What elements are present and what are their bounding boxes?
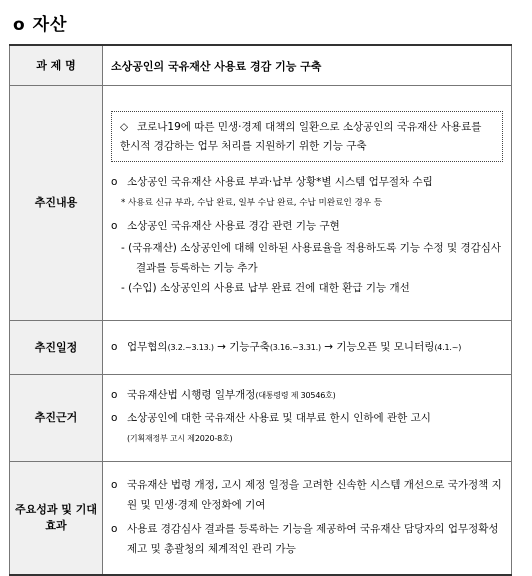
basis-item-2-ref: (기획재정부 고시 제2020-8호) bbox=[127, 434, 233, 443]
bullet-icon: o bbox=[111, 479, 118, 491]
basis-item-1 bbox=[111, 385, 503, 406]
result-item-1-text: 국유재산 법령 개정, 고시 제정 일정을 고려한 신속한 시스템 개선으로 국가정책 지원 및 민생·경제 안정화에 기여 bbox=[127, 479, 502, 511]
bullet-icon: o bbox=[111, 523, 118, 535]
result-cell bbox=[103, 462, 512, 576]
row-schedule bbox=[10, 321, 512, 375]
summary-text: 코로나19에 따른 민생·경제 대책의 일환으로 소상공인의 국유재산 사용료를 한시적 경감하는 업무 처리를 지원하기 위한 기능 구축 bbox=[120, 120, 482, 152]
content-item-1-text: 소상공인 국유재산 사용료 부과·납부 상황*별 시스템 업무절차 수립 bbox=[127, 175, 433, 188]
schedule-line bbox=[111, 337, 503, 358]
label-schedule: 추진일정 bbox=[10, 321, 103, 375]
result-item-2-text: 사용료 경감심사 결과를 등록하는 기능을 제공하여 국유재산 담당자의 업무정확성 제고 및 총괄청의 체계적인 관리 가능 bbox=[127, 523, 499, 555]
content-note: * 사용료 신규 부과, 수납 완료, 일부 수납 완료, 수납 미완료인 경우 등 bbox=[121, 197, 383, 208]
label-content: 추진내용 bbox=[10, 86, 103, 321]
schedule-step-1: 업무협의 bbox=[127, 341, 168, 353]
label-project-name: 과 제 명 bbox=[10, 45, 103, 86]
schedule-step-3: 기능오픈 및 모니터링 bbox=[336, 341, 435, 353]
basis-cell bbox=[103, 375, 512, 462]
bullet-icon: o bbox=[111, 389, 118, 401]
row-project-name bbox=[10, 45, 512, 86]
content-cell bbox=[103, 86, 512, 321]
row-content bbox=[10, 86, 512, 321]
content-sub-1: - (국유재산) 소상공인에 대해 인하된 사용료율을 적용하도록 기능 수정 및 경감심사 결과를 등록하는 기능 추가 bbox=[121, 241, 502, 274]
row-basis bbox=[10, 375, 512, 462]
schedule-cell bbox=[103, 321, 512, 375]
result-item-1 bbox=[111, 475, 503, 515]
content-item-1 bbox=[111, 172, 503, 192]
label-basis: 추진근거 bbox=[10, 375, 103, 462]
basis-item-1-ref: (대통령령 제 30546호) bbox=[255, 391, 336, 400]
schedule-step-2: 기능구축 bbox=[229, 341, 270, 353]
project-table bbox=[9, 44, 512, 576]
arrow-right-icon: → bbox=[324, 341, 334, 353]
bullet-icon: o bbox=[111, 341, 118, 353]
schedule-step-2-date: (3.16.~3.31.) bbox=[269, 343, 321, 352]
bullet-icon: o bbox=[111, 175, 118, 188]
diamond-icon: ◇ bbox=[120, 120, 129, 133]
result-item-2 bbox=[111, 519, 503, 559]
project-name-cell bbox=[103, 45, 512, 86]
content-sub-2: - (수입) 소상공인의 사용료 납부 완료 건에 대한 환급 기능 개선 bbox=[121, 281, 410, 294]
bullet-icon: o bbox=[111, 219, 118, 232]
section-heading: o 자산 bbox=[13, 15, 68, 35]
arrow-right-icon: → bbox=[217, 341, 226, 353]
basis-item-2-text: 소상공인에 대한 국유재산 사용료 및 대부료 한시 인하에 관한 고시 bbox=[127, 412, 431, 424]
summary-box bbox=[111, 111, 503, 162]
basis-item-1-text: 국유재산법 시행령 일부개정 bbox=[127, 389, 256, 401]
schedule-step-1-date: (3.2.~3.13.) bbox=[167, 343, 214, 352]
label-result: 주요성과 및 기대효과 bbox=[10, 462, 103, 576]
content-item-2-text: 소상공인 국유재산 사용료 경감 관련 기능 구현 bbox=[127, 219, 340, 232]
project-name: 소상공인의 국유재산 사용료 경감 기능 구축 bbox=[111, 59, 322, 73]
schedule-step-3-date: (4.1.~) bbox=[434, 343, 462, 352]
bullet-icon: o bbox=[111, 412, 118, 424]
row-result bbox=[10, 462, 512, 576]
basis-item-2 bbox=[111, 408, 503, 449]
content-item-2 bbox=[111, 216, 503, 236]
